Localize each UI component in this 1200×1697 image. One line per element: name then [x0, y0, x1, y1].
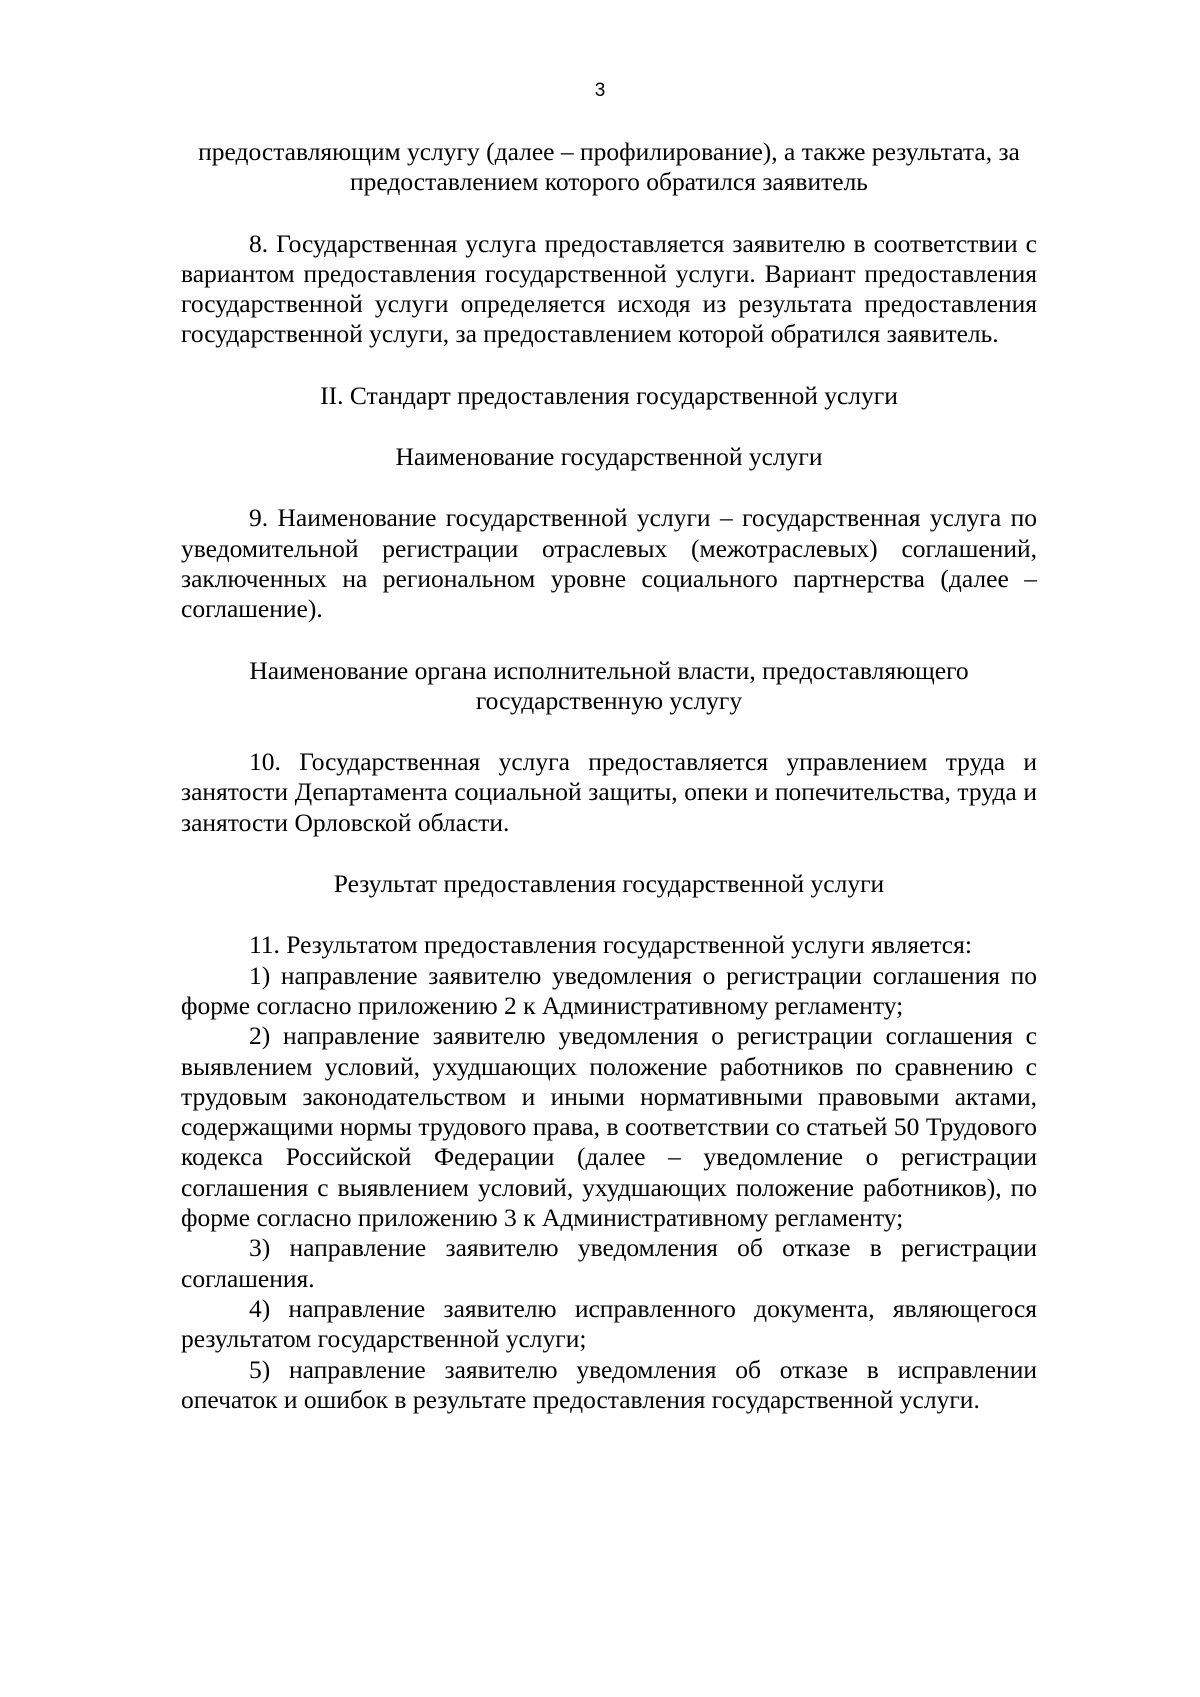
list-item-1: 1) направление заявителю уведомления о регистрации соглашения по форме согласно приложению 2 к Административному регламенту; [181, 960, 1037, 1020]
list-item-2: 2) направление заявителю уведомления о регистрации соглашения с выявлением условий, ухудшающих положение работников по сравнению с трудовым законодательством и иными нормативными правовыми актами, содержащими нормы трудового права, в соответствии со статьей 50 Трудового кодекса Российской Федерации (далее – уведомление о регистрации соглашения с выявлением условий, ухудшающих положение работников), по форме согласно приложению 3 к Административному регламенту; [181, 1021, 1037, 1233]
heading-organ-line-2: государственную услугу [475, 685, 743, 715]
document-body [181, 137, 1037, 1415]
list-item-4: 4) направление заявителю исправленного документа, являющегося результатом государственной услуги; [181, 1293, 1037, 1354]
paragraph-9: 9. Наименование государственной услуги – государственная услуга по уведомительной регистрации отраслевых (межотраслевых) соглашений, заключенных на региональном уровне социального партнерства (далее – соглашение). [181, 503, 1037, 624]
paragraph-8: 8. Государственная услуга предоставляется заявителю в соответствии с вариантом предоставления государственной услуги. Вариант предоставления государственной услуги определяется исходя из результата предоставления государственной услуги, за предоставлением которой обратился заявитель. [181, 228, 1037, 349]
heading-organ-line-1: Наименование органа исполнительной власти, предоставляющего [249, 655, 969, 685]
section-title: II. Стандарт предоставления государственной услуги [320, 380, 898, 410]
list-item-5: 5) направление заявителю уведомления об отказе в исправлении опечаток и ошибок в результате предоставления государственной услуги. [181, 1354, 1037, 1414]
paragraph-11: 11. Результатом предоставления государственной услуги является: [249, 930, 972, 960]
heading-result: Результат предоставления государственной услуги [333, 869, 885, 899]
list-item-3: 3) направление заявителю уведомления об отказе в регистрации соглашения. [181, 1233, 1037, 1293]
heading-service-name: Наименование государственной услуги [395, 442, 823, 472]
continuation-line-1: предоставляющим услугу (далее – профилирование), а также результата, за [198, 137, 1020, 166]
paragraph-10: 10. Государственная услуга предоставляется управлением труда и занятости Департамента социальной защиты, опеки и попечительства, труда и занятости Орловской области. [181, 747, 1037, 837]
page-number: 3 [594, 80, 606, 101]
continuation-line-2: предоставлением которого обратился заявитель [350, 167, 868, 197]
